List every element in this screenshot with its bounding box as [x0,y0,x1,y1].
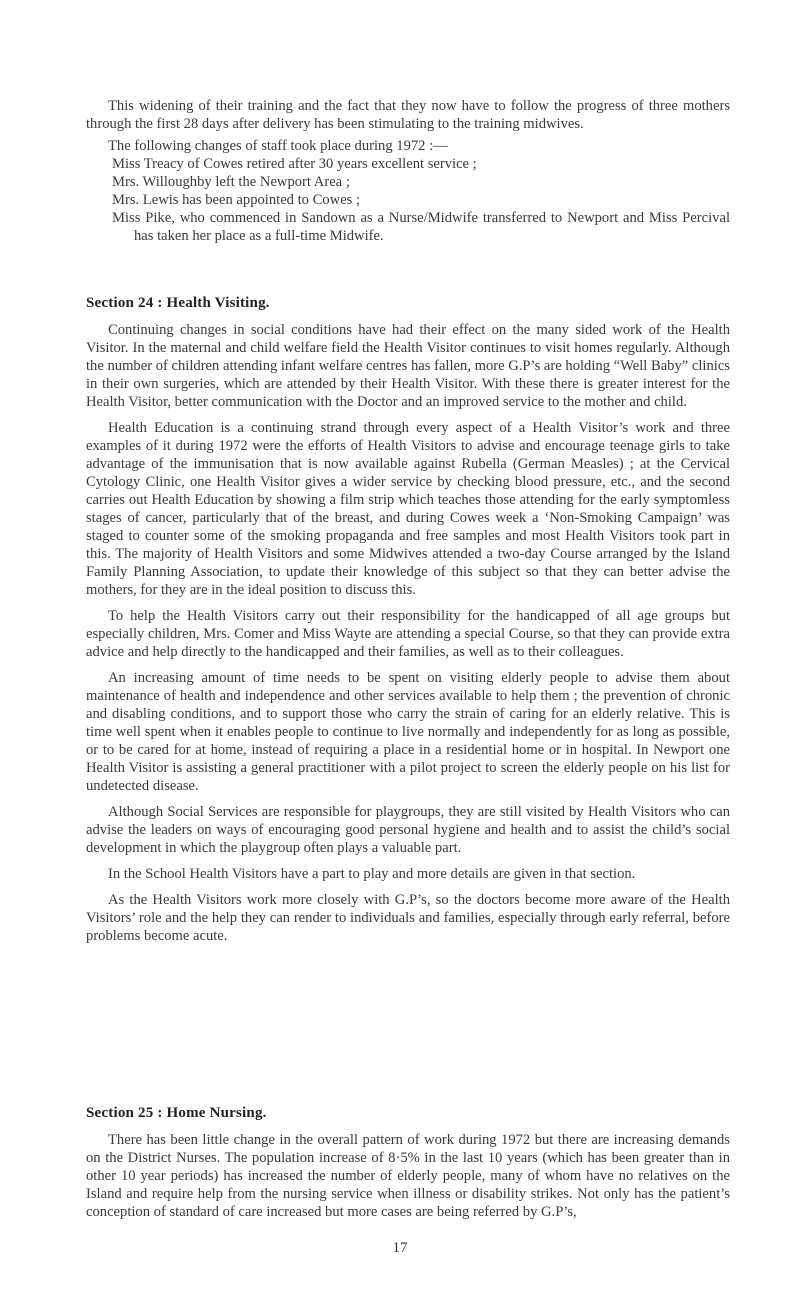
staff-change-item: Miss Pike, who commenced in Sandown as a Nurse/Midwife transferred to Newport and Miss Percival has taken her place as a full-time Midwife. [112,210,730,244]
section-25-paragraph: There has been little change in the overall pattern of work during 1972 but there are increasing demands on the District Nurses. The population increase of 8·5% in the last 10 years (which has been greater than in other 10 year periods) has increased the number of elderly people, many of whom have no relatives on the Island and require help from the nursing service when illness or disability strikes. Not only has the patient’s conception of standard of care increased but more cases are being referred by G.P’s, [86,1132,730,1220]
section-24-paragraph: Health Education is a continuing strand through every aspect of a Health Visitor’s work and three examples of it during 1972 were the efforts of Health Visitors to advise and encourage teenage girls to take advantage of the immunisation that is now available against Rubella (German Measles) ; at the Cervical Cytology Clinic, one Health Visitor gives a wider service by checking blood pressure, etc., and the second carries out Health Education by showing a film strip which teaches those attending for the early symptomless stages of cancer, particularly that of the breast, and during Cowes week a ‘Non-Smoking Campaign’ was staged to counter some of the smoking propaganda and free samples and most Health Visitors took part in this. The majority of Health Visitors and some Midwives attended a two-day Course arranged by the Island Family Planning Association, to update their knowledge of this subject so that they can better advise the mothers, for they are in the ideal position to discuss this. [86,420,730,598]
section-25-body [86,1131,730,1221]
section-24-heading [86,295,270,312]
section-24-paragraph: Although Social Services are responsible for playgroups, they are still visited by Health Visitors who can advise the leaders on ways of encouraging good personal hygiene and health and to assist the child’s social development in which the playgroup often plays a valuable part. [86,804,730,856]
intro-paragraph-training: This widening of their training and the fact that they now have to follow the progress of three mothers through the first 28 days after delivery has been stimulating to the training midwives. [86,98,730,132]
section-24-paragraph: In the School Health Visitors have a part to play and more details are given in that section. [108,866,636,882]
section-24-paragraph: To help the Health Visitors carry out their responsibility for the handicapped of all age groups but especially children, Mrs. Comer and Miss Wayte are attending a special Course, so that they can provide extra advice and help directly to the handicapped and their families, as well as to their colleagues. [86,608,730,660]
section-24-paragraph: An increasing amount of time needs to be spent on visiting elderly people to advise them about maintenance of health and independence and other services available to help them ; the prevention of chronic and disabling conditions, and to support those who carry the strain of caring for an elderly relative. This is time well spent when it enables people to continue to live normally and independently for as long as possible, or to be cared for at home, instead of requiring a place in a residential home or in hospital. In Newport one Health Visitor is assisting a general practitioner with a pilot project to screen the elderly people on his list for undetected disease. [86,670,730,794]
section-24-paragraph: Continuing changes in social conditions have had their effect on the many sided work of the Health Visitor. In the maternal and child welfare field the Health Visitor continues to visit homes regularly. Although the number of children attending infant welfare centres has fallen, more G.P’s are holding “Well Baby” clinics in their own surgeries, which are attended by their Health Visitor. With these there is greater interest for the Health Visitor, better communication with the Doctor and an improved service to the mother and child. [86,322,730,410]
page-number: 17 [392,1240,408,1256]
section-25-title: Home Nursing. [166,1105,267,1121]
section-24-number: Section 24 : [86,295,163,311]
intro-block [86,97,730,245]
section-24-title: Health Visiting. [166,295,270,311]
section-24-body [86,321,730,945]
section-25-heading [86,1105,267,1122]
section-24-paragraph: As the Health Visitors work more closely with G.P’s, so the doctors become more aware of the Health Visitors’ role and the help they can render to individuals and families, especially through early referral, before problems become acute. [86,892,730,944]
intro-paragraph-staff-changes: The following changes of staff took place during 1972 :— [108,138,448,154]
staff-change-item: Mrs. Willoughby left the Newport Area ; [112,174,350,190]
staff-changes-list [112,155,730,245]
staff-change-item: Mrs. Lewis has been appointed to Cowes ; [112,192,361,208]
section-25-number: Section 25 : [86,1105,163,1121]
staff-change-item: Miss Treacy of Cowes retired after 30 years excellent service ; [112,156,477,172]
